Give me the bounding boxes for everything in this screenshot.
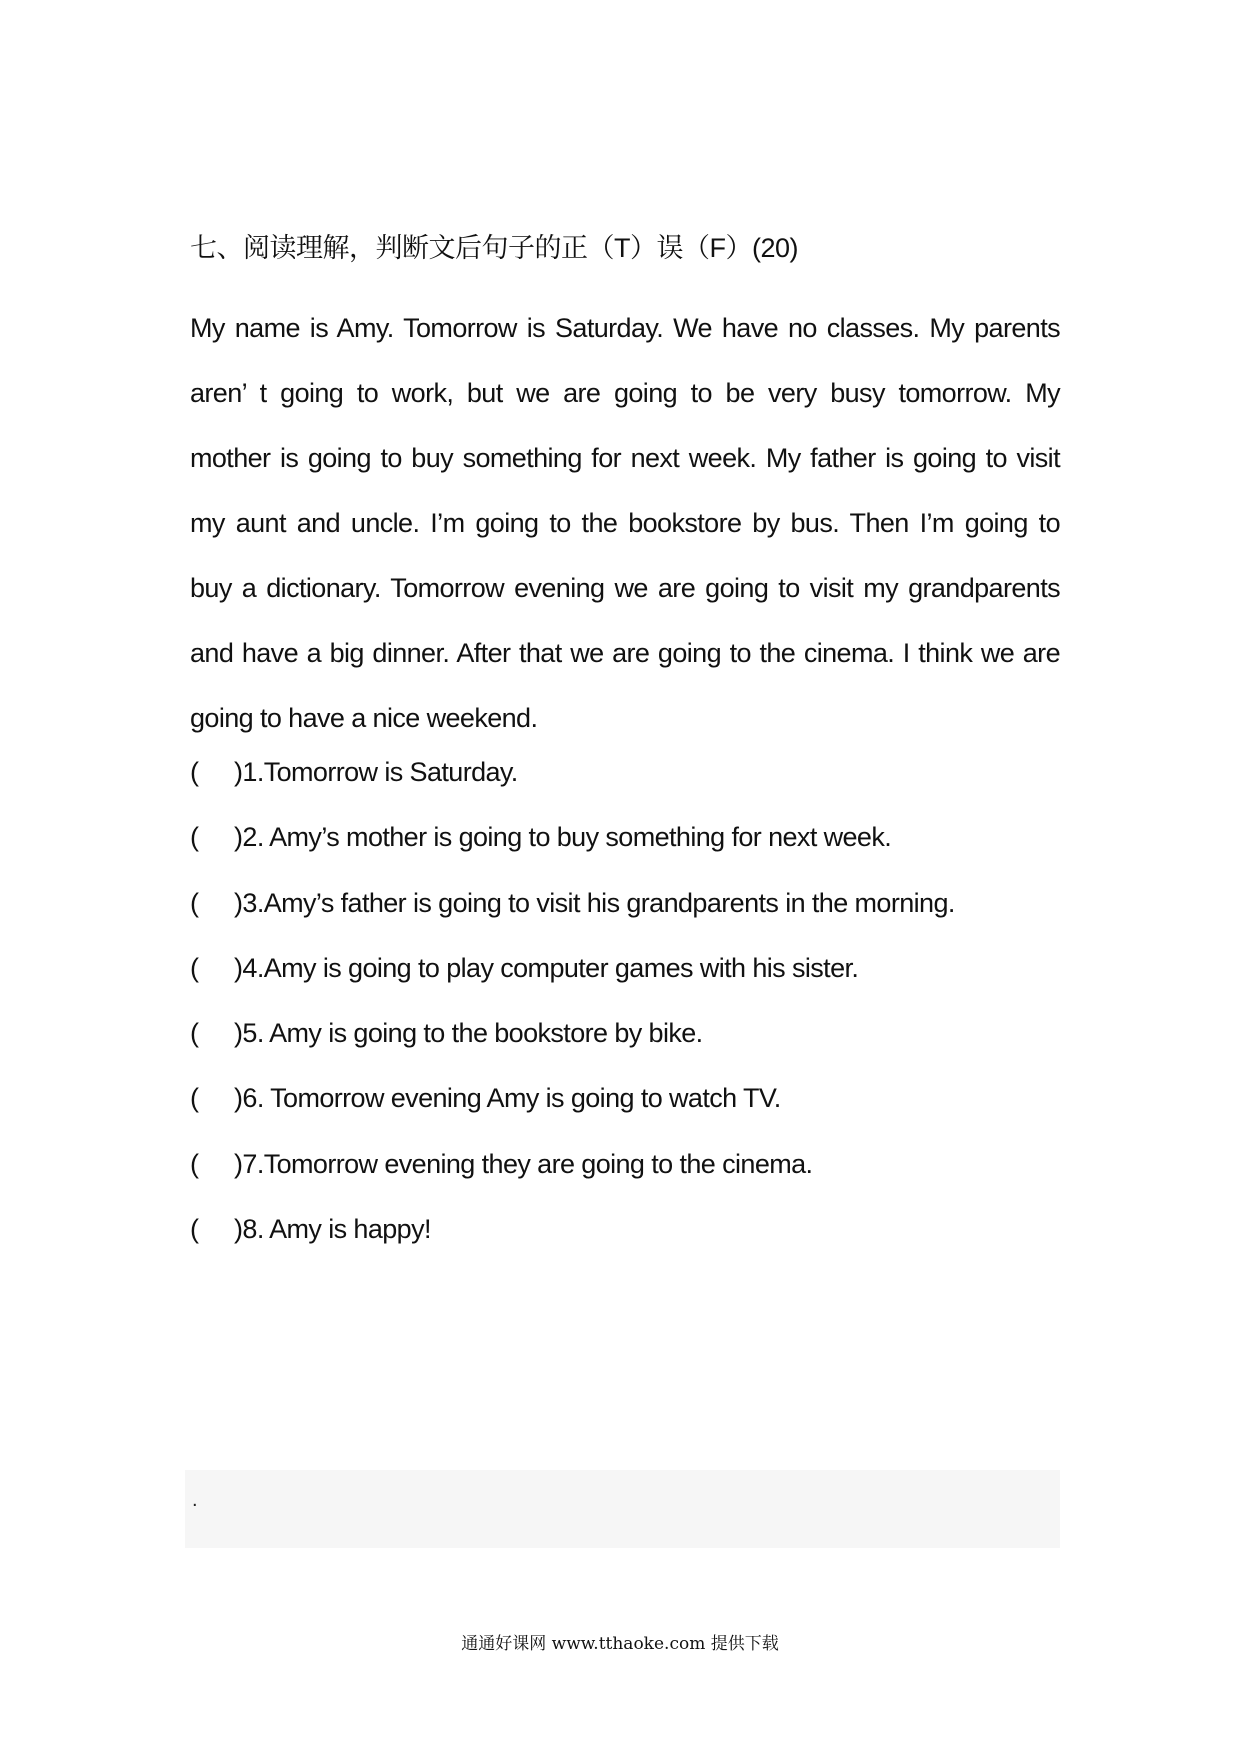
answer-blank-close: ): [234, 1018, 243, 1049]
true-false-questions: [190, 752, 1090, 1274]
question-text: 1.Tomorrow is Saturday.: [242, 757, 518, 787]
question-item: [190, 1013, 1090, 1078]
answer-blank-open[interactable]: (: [190, 1148, 199, 1179]
answer-blank-open[interactable]: (: [190, 1018, 199, 1049]
answer-blank-close: ): [234, 1083, 243, 1114]
passage-line: mother is going to buy something for next week. My father is going to visit: [190, 443, 1060, 473]
page-footer: 通通好课网 www.tthaoke.com 提供下载: [461, 1634, 779, 1654]
stray-dot: .: [192, 1489, 198, 1511]
answer-blank-open[interactable]: (: [190, 887, 199, 918]
reading-passage: [190, 296, 1060, 751]
question-item: [190, 948, 1090, 1013]
question-item: [190, 1144, 1090, 1209]
question-item: [190, 1209, 1090, 1274]
passage-line: My name is Amy. Tomorrow is Saturday. We have no classes. My parents: [190, 313, 1060, 343]
question-text: 3.Amy’s father is going to visit his grandparents in the morning.: [242, 887, 955, 918]
faint-scan-band: [185, 1470, 1060, 1548]
question-item: [190, 752, 1090, 817]
answer-blank-close: ): [234, 822, 243, 853]
answer-blank-open[interactable]: (: [190, 952, 199, 983]
passage-line: going to have a nice weekend.: [190, 703, 538, 733]
section-heading: 七、阅读理解，判断文后句子的正（T）误（F）(20): [190, 233, 798, 263]
answer-blank-close: ): [234, 952, 243, 983]
answer-blank-close: ): [234, 1214, 243, 1245]
answer-blank-open[interactable]: (: [190, 757, 199, 787]
answer-blank-close: ): [234, 757, 243, 787]
answer-blank-open[interactable]: (: [190, 822, 199, 853]
passage-line: buy a dictionary. Tomorrow evening we are going to visit my grandparents: [190, 573, 1060, 603]
question-text: 2. Amy’s mother is going to buy something for next week.: [242, 822, 892, 853]
question-text: 5. Amy is going to the bookstore by bike.: [242, 1018, 703, 1049]
passage-line: my aunt and uncle. I’m going to the bookstore by bus. Then I’m going to: [190, 508, 1060, 538]
question-item: [190, 883, 1090, 948]
answer-blank-open[interactable]: (: [190, 1214, 199, 1245]
passage-line: aren’ t going to work, but we are going to be very busy tomorrow. My: [190, 378, 1060, 408]
answer-blank-open[interactable]: (: [190, 1083, 199, 1114]
question-text: 7.Tomorrow evening they are going to the cinema.: [242, 1148, 813, 1179]
question-text: 4.Amy is going to play computer games with his sister.: [242, 952, 859, 983]
question-item: [190, 817, 1090, 882]
question-text: 6. Tomorrow evening Amy is going to watch TV.: [242, 1083, 781, 1114]
question-item: [190, 1078, 1090, 1143]
answer-blank-close: ): [234, 1148, 243, 1179]
question-text: 8. Amy is happy!: [242, 1214, 431, 1245]
answer-blank-close: ): [234, 887, 243, 918]
passage-line: and have a big dinner. After that we are going to the cinema. I think we are: [190, 638, 1060, 668]
